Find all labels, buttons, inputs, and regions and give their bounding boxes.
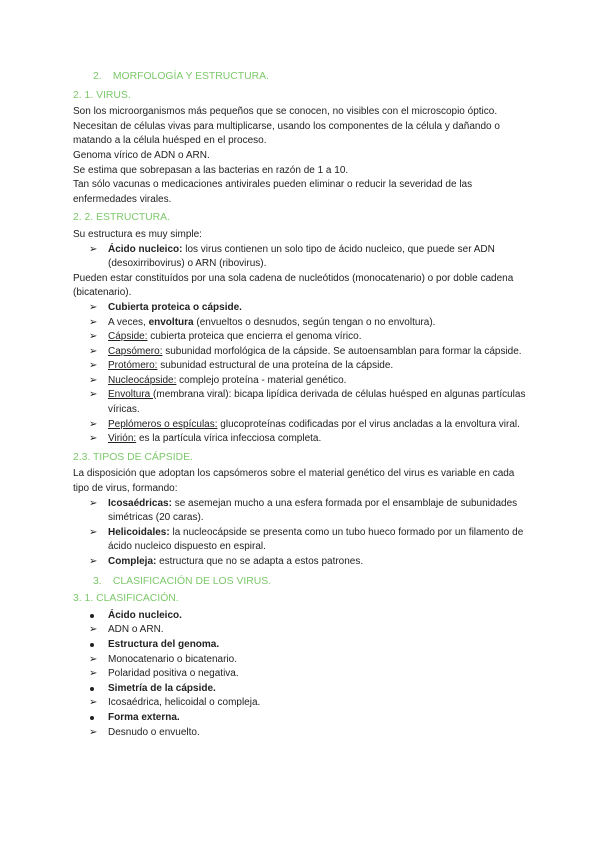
arrow-bullet-icon: ➢ [89,526,98,538]
list-item [73,316,533,331]
arrow-bullet-icon: ➢ [89,331,98,343]
item-term: Cubierta proteica o cápside. [108,301,242,313]
item-text: estructura que no se adapta a estos patrones. [156,556,364,567]
section-3-1-heading: 3. 1. CLASIFICACIÓN. [73,593,179,605]
item-text: Polaridad positiva o negativa. [108,668,239,680]
item-text: Icosaédrica, helicoidal o compleja. [108,697,261,709]
list-item [73,726,533,741]
arrow-bullet-icon: ➢ [89,301,98,313]
list-item [73,418,533,433]
item-term: Ácido nucleico: [108,243,183,255]
section-2-number: 2. [93,71,102,82]
item-text: es la partícula vírica infecciosa completa. [136,433,322,445]
paragraph: La disposición que adoptan los capsómeros sobre el material genético del virus es variable en cada tipo de virus, formando: [73,468,515,495]
bullet-dot-icon [90,687,94,691]
document-page [73,70,533,740]
paragraph: Tan sólo vacunas o medicaciones antivirales pueden eliminar o reducir la severidad de las enfermedades virales. [73,179,473,205]
item-term: Cápside: [108,331,148,343]
item-text: Ácido nucleico. [108,609,182,621]
arrow-bullet-icon: ➢ [89,345,98,357]
item-term: Helicoidales: [108,526,170,538]
paragraph: Necesitan de células vivas para multiplicarse, usando los componentes de la célula y dañando o matando a la célula huésped en el proceso. [73,120,500,147]
list-item [73,638,533,653]
arrow-bullet-icon: ➢ [89,668,98,680]
item-text: los virus contienen un solo tipo de ácido nucleico, que puede ser ADN (desoxirribovirus) o ARN (ribovirus). [108,243,495,270]
list-item [73,345,533,360]
item-text: complejo proteína - material genético. [176,374,347,386]
item-text: Simetría de la cápside. [108,682,216,694]
item-text: cubierta proteica que encierra el genoma vírico. [147,331,362,343]
paragraph: Pueden estar constituídos por una sola cadena de nucleótidos (monocatenario) o por doble cadena (bicatenario). [73,272,514,299]
item-term: envoltura [148,316,194,328]
arrow-bullet-icon: ➢ [89,418,98,430]
structure-list-2 [73,301,533,330]
item-term: Protómero: [108,360,158,372]
section-3-title: CLASIFICACIÓN DE LOS VIRUS. [112,575,272,587]
item-text: la nucleocápside se presenta como un tubo hueco formado por un filamento de ácido nucleico dispuesto en espiral. [108,526,524,553]
bullet-dot-icon [90,614,94,618]
section-2-heading [93,70,533,85]
bullet-dot-icon [90,643,94,647]
item-text: subunidad estructural de una proteína de la cápside. [157,360,394,372]
arrow-bullet-icon: ➢ [89,243,98,255]
section-2-2-heading: 2. 2. ESTRUCTURA. [73,212,170,224]
bullet-dot-icon [90,716,94,720]
section-3-heading [93,575,533,590]
item-text: (envueltos o desnudos, según tengan o no envoltura). [193,316,436,328]
item-text: Desnudo o envuelto. [108,726,200,738]
item-term: Peplómeros o espículas: [108,418,218,430]
section-2-3-heading: 2.3. TIPOS DE CÁPSIDE. [73,451,193,463]
section-2-title: MORFOLOGÍA Y ESTRUCTURA. [112,71,269,82]
item-text: glucoproteínas codificadas por el virus ancladas a la envoltura viral. [217,418,520,430]
arrow-bullet-icon: ➢ [89,726,98,738]
arrow-bullet-icon: ➢ [89,374,98,386]
list-item [73,526,533,555]
item-term: Icosaédricas: [108,497,172,509]
item-text: ADN o ARN. [108,624,164,636]
item-term: Capsómero: [108,345,163,357]
list-item [73,711,533,726]
list-item [73,609,533,624]
list-item [73,359,533,374]
paragraph: Se estima que sobrepasan a las bacterias en razón de 1 a 10. [73,164,349,176]
list-item [73,432,533,447]
structure-list [73,243,533,272]
list-item [73,696,533,711]
list-item [73,653,533,668]
section-3-number: 3. [93,575,102,587]
paragraph: Su estructura es muy simple: [73,228,202,240]
capsid-types-list [73,497,533,570]
item-text: (membrana viral): bicapa lipídica derivada de células huésped en algunas partículas víricas. [108,389,526,416]
list-item [73,388,533,417]
list-item [73,301,533,316]
section-2-1-body [73,105,533,207]
arrow-bullet-icon: ➢ [89,360,98,372]
list-item [73,682,533,697]
item-text: Monocatenario o bicatenario. [108,653,237,665]
item-term: Virión: [108,433,137,445]
item-text: se asemejan mucho a una esfera formada por el ensamblaje de subunidades simétricas (20 caras). [108,497,518,524]
item-text: Forma externa. [108,711,180,723]
list-item [73,330,533,345]
list-item [73,243,533,272]
paragraph: Son los microorganismos más pequeños que se conocen, no visibles con el microscopio óptico. [73,106,498,118]
item-text: A veces, [108,316,149,328]
arrow-bullet-icon: ➢ [89,389,98,401]
section-2-1-heading: 2. 1. VIRUS. [73,89,131,101]
list-item [73,667,533,682]
item-text: subunidad morfológica de la cápside. Se autoensamblan para formar la cápside. [162,345,522,357]
list-item [73,374,533,389]
arrow-bullet-icon: ➢ [89,697,98,709]
arrow-bullet-icon: ➢ [89,556,98,567]
arrow-bullet-icon: ➢ [89,316,98,328]
arrow-bullet-icon: ➢ [89,497,98,509]
arrow-bullet-icon: ➢ [89,653,98,665]
list-item [73,555,533,570]
item-term: Compleja: [108,556,157,567]
paragraph: Genoma vírico de ADN o ARN. [73,149,210,161]
item-term: Envoltura [108,389,154,401]
arrow-bullet-icon: ➢ [89,624,98,636]
list-item [73,623,533,638]
arrow-bullet-icon: ➢ [89,433,98,445]
definitions-list [73,330,533,447]
item-text: Estructura del genoma. [108,638,220,650]
item-term: Nucleocápside: [108,374,177,386]
classification-list [73,609,533,740]
list-item [73,497,533,526]
